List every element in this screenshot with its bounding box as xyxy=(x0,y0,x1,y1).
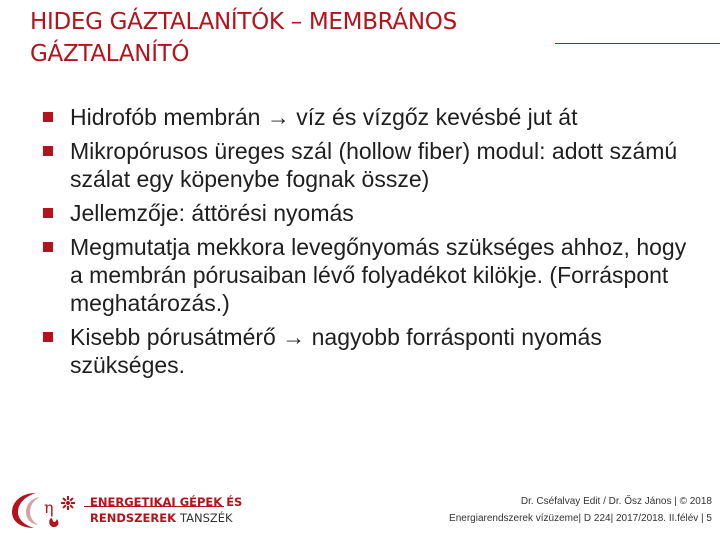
bullet-text: Hidrofób membrán → víz és vízgőz kevésbé jut át xyxy=(70,104,578,130)
bullet-item xyxy=(40,323,690,379)
department-name-line1: ENERGETIKAI GÉPEK ÉS xyxy=(90,495,243,509)
logo-divider xyxy=(84,506,224,507)
department-logo xyxy=(6,489,243,533)
bullet-item xyxy=(40,103,690,131)
title-underline xyxy=(555,43,720,44)
bullet-text: Mikropórusos üreges szál (hollow fiber) modul: adott számú szálat egy köpenybe fognak össze) xyxy=(70,138,678,192)
department-name-line2 xyxy=(90,510,242,526)
department-name xyxy=(90,494,242,526)
eta-symbol: η xyxy=(44,498,54,517)
footer-info xyxy=(449,493,712,527)
bullet-square-icon xyxy=(43,112,53,122)
slide-title: HIDEG GÁZTALANÍTÓK – MEMBRÁNOS GÁZTALANÍTÓ xyxy=(30,9,457,67)
department-logo-icon xyxy=(6,489,86,531)
bullet-square-icon xyxy=(43,242,53,252)
footer-authors: Dr. Cséfalvay Edit / Dr. Ősz János | © 2018 xyxy=(520,496,712,507)
bullet-text: Kisebb pórusátmérő → nagyobb forrásponti nyomás szükséges. xyxy=(70,324,602,378)
bullet-item xyxy=(40,199,690,227)
bullet-item xyxy=(40,233,690,317)
bullet-text: Megmutatja mekkora levegőnyomás szükséges ahhoz, hogy a membrán pórusaiban lévő folyadékot kilökje. (Forráspont meghatározás.) xyxy=(70,234,687,316)
footer-course: Energiarendszerek vízüzeme| D 224| 2017/2018. II.félév | 5 xyxy=(449,513,712,524)
bullet-square-icon xyxy=(43,332,53,342)
bullet-list xyxy=(40,103,690,385)
bullet-item xyxy=(40,137,690,193)
department-name-bold: RENDSZEREK xyxy=(90,511,176,525)
bullet-square-icon xyxy=(43,146,53,156)
department-name-tanszek: TANSZÉK xyxy=(180,511,233,525)
bullet-text: Jellemzője: áttörési nyomás xyxy=(70,200,354,226)
bullet-square-icon xyxy=(43,208,53,218)
